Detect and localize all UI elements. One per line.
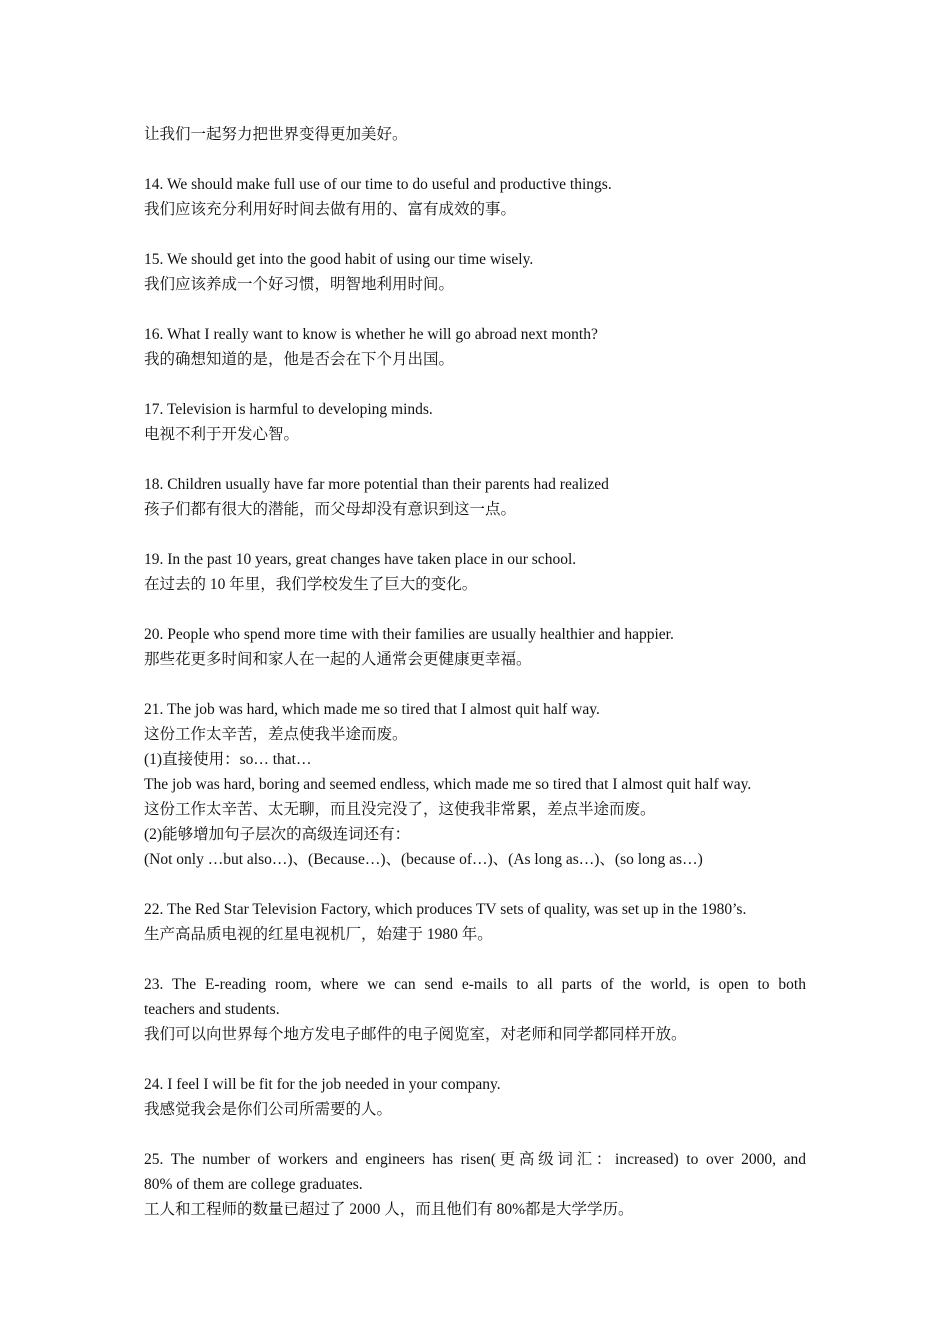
sentence-15-en: 15. We should get into the good habit of using our time wisely. [144, 251, 534, 268]
paragraph-gap [144, 447, 806, 472]
sentence-15-zh: 我们应该养成一个好习惯，明智地利用时间。 [144, 276, 455, 293]
paragraph-gap [144, 947, 806, 972]
sentence-17-en: 17. Television is harmful to developing minds. [144, 401, 433, 418]
paragraph-gap [144, 222, 806, 247]
paragraph-gap [144, 147, 806, 172]
sentence-24-en: 24. I feel I will be fit for the job needed in your company. [144, 1076, 501, 1093]
sentence-25-zh: 工人和工程师的数量已超过了 2000 人，而且他们有 80%都是大学学历。 [144, 1201, 634, 1218]
sentence-23-en-line1: 23. The E-reading room, where we can send e-mails to all parts of the world, is open to both [144, 976, 806, 993]
sentence-19-en: 19. In the past 10 years, great changes have taken place in our school. [144, 551, 577, 568]
sentence-18-en: 18. Children usually have far more potential than their parents had realized [144, 476, 609, 493]
paragraph-gap [144, 522, 806, 547]
sentence-21-zh: 这份工作太辛苦，差点使我半途而废。 [144, 726, 408, 743]
sentence-22-zh: 生产高品质电视的红星电视机厂，始建于 1980 年。 [144, 926, 493, 943]
sentence-21-en: 21. The job was hard, which made me so tired that I almost quit half way. [144, 701, 600, 718]
paragraph-gap [144, 672, 806, 697]
sentence-14-zh: 我们应该充分利用好时间去做有用的、富有成效的事。 [144, 201, 517, 218]
sentence-20-zh: 那些花更多时间和家人在一起的人通常会更健康更幸福。 [144, 651, 532, 668]
paragraph-gap [144, 1047, 806, 1072]
document-body [144, 122, 806, 1222]
sentence-19-zh: 在过去的 10 年里，我们学校发生了巨大的变化。 [144, 576, 478, 593]
paragraph-gap [144, 597, 806, 622]
sentence-18-zh: 孩子们都有很大的潜能，而父母却没有意识到这一点。 [144, 501, 517, 518]
conjunction-list: (Not only …but also…)、(Because…)、(because of…)、(As long as…)、(so long as…) [144, 851, 703, 868]
sentence-21-en-expanded: The job was hard, boring and seemed endless, which made me so tired that I almost quit half way. [144, 776, 752, 793]
sentence-17-zh: 电视不利于开发心智。 [144, 426, 300, 443]
sentence-23-en-line2: teachers and students. [144, 1001, 280, 1018]
sentence-20-en: 20. People who spend more time with their families are usually healthier and happier. [144, 626, 674, 643]
note-21-1: (1)直接使用：so… that… [144, 751, 312, 768]
sentence-16-zh: 我的确想知道的是，他是否会在下个月出国。 [144, 351, 455, 368]
paragraph-gap [144, 297, 806, 322]
sentence-14-en: 14. We should make full use of our time to do useful and productive things. [144, 176, 612, 193]
paragraph-gap [144, 372, 806, 397]
sentence-16-en: 16. What I really want to know is whether he will go abroad next month? [144, 326, 598, 343]
sentence-22-en: 22. The Red Star Television Factory, which produces TV sets of quality, was set up in the 1980’s. [144, 901, 747, 918]
sentence-25-en-line1: 25. The number of workers and engineers has risen(更高级词汇：increased) to over 2000, and [144, 1151, 806, 1168]
text-line: 让我们一起努力把世界变得更加美好。 [144, 126, 408, 143]
paragraph-gap [144, 872, 806, 897]
sentence-23-zh: 我们可以向世界每个地方发电子邮件的电子阅览室，对老师和同学都同样开放。 [144, 1026, 687, 1043]
sentence-24-zh: 我感觉我会是你们公司所需要的人。 [144, 1101, 393, 1118]
sentence-21-zh-expanded: 这份工作太辛苦、太无聊，而且没完没了，这使我非常累，差点半途而废。 [144, 801, 656, 818]
sentence-25-en-line2: 80% of them are college graduates. [144, 1176, 363, 1193]
paragraph-gap [144, 1122, 806, 1147]
note-21-2: (2)能够增加句子层次的高级连词还有： [144, 826, 411, 843]
